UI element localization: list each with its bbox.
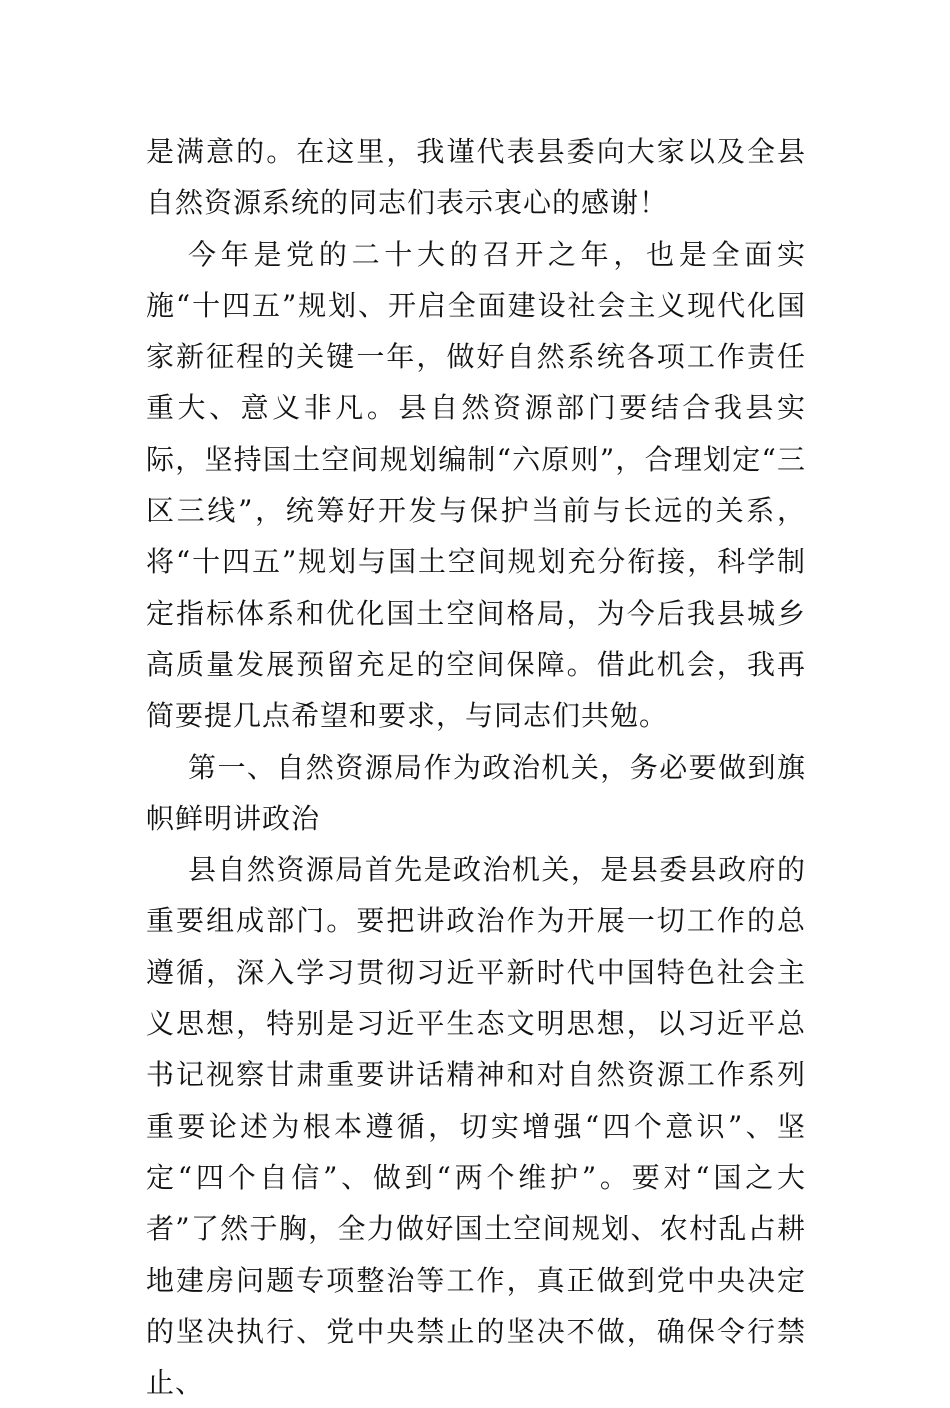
document-body (146, 126, 806, 1408)
paragraph-overview: 今年是党的二十大的召开之年，也是全面实施“十四五”规划、开启全面建设社会主义现代化国家新征程的关键一年，做好自然系统各项工作责任重大、意义非凡。县自然资源部门要结合我县实际，坚持国土空间规划编制“六原则”，合理划定“三区三线”，统筹好开发与保护当前与长远的关系，将“十四五”规划与国土空间规划充分衔接，科学制定指标体系和优化国土空间格局，为今后我县城乡高质量发展预留充足的空间保障。借此机会，我再简要提几点希望和要求，与同志们共勉。 (146, 237, 806, 733)
paragraph-continuation: 是满意的。在这里，我谨代表县委向大家以及全县自然资源系统的同志们表示衷心的感谢！ (146, 135, 806, 220)
paragraph-politics: 县自然资源局首先是政治机关，是县委县政府的重要组成部门。要把讲政治作为开展一切工作的总遵循，深入学习贯彻习近平新时代中国特色社会主义思想，特别是习近平生态文明思想，以习近平总书记视察甘肃重要讲话精神和对自然资源工作系列重要论述为根本遵循，切实增强“四个意识”、坚定“四个自信”、做到“两个维护”。要对“国之大者”了然于胸，全力做好国土空间规划、农村乱占耕地建房问题专项整治等工作，真正做到党中央决定的坚决执行、党中央禁止的坚决不做，确保令行禁止、 (146, 853, 806, 1400)
section-heading-first: 第一、自然资源局作为政治机关，务必要做到旗帜鲜明讲政治 (146, 750, 806, 835)
